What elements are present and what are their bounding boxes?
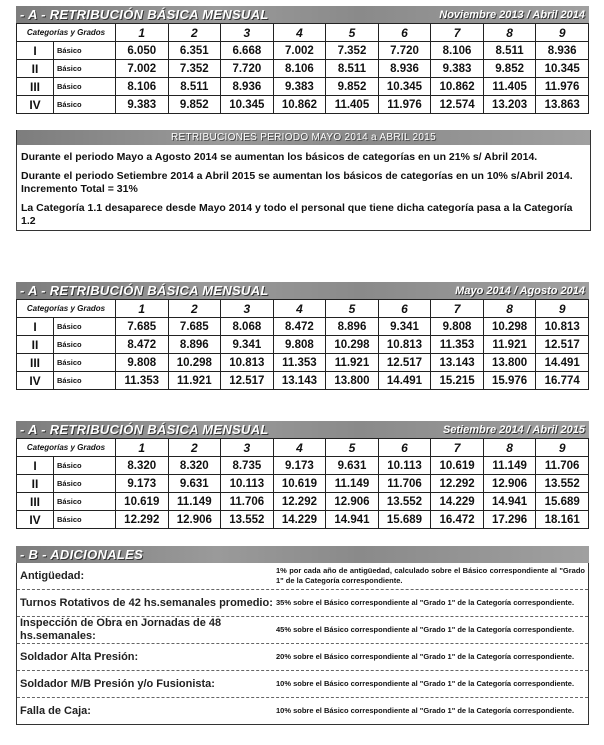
basico-label: Básico [54,354,116,372]
salary-cell: 12.574 [431,96,484,114]
salary-cell: 12.906 [326,493,379,511]
salary-cell: 11.149 [483,457,536,475]
adicional-desc: 20% sobre el Básico correspondiente al "Grado 1" de la Categoría correspondiente. [276,652,575,661]
salary-cell: 12.906 [483,475,536,493]
salary-cell: 11.353 [431,336,484,354]
grade-header: 2 [168,300,221,318]
adicional-label: Inspección de Obra en Jornadas de 48 hs.semanales: [20,617,222,642]
salary-cell: 9.173 [116,475,169,493]
salary-cell: 9.808 [431,318,484,336]
table-row [17,60,589,78]
table-row [17,511,589,529]
adicional-desc: 1% por cada año de antigüedad, calculado sobre el Básico correspondiente al "Grado 1" de la Categoría correspondiente. [276,566,585,585]
salary-cell: 6.050 [116,42,169,60]
salary-cell: 10.813 [378,336,431,354]
salary-cell: 18.161 [536,511,589,529]
grade-header: 4 [273,439,326,457]
category-cell: III [17,354,54,372]
basico-label: Básico [54,493,116,511]
grade-header: 7 [431,300,484,318]
salary-cell: 8.511 [326,60,379,78]
salary-cell: 9.341 [378,318,431,336]
salary-cell: 10.345 [536,60,589,78]
salary-cell: 10.298 [483,318,536,336]
salary-cell: 8.472 [273,318,326,336]
table-period: Noviembre 2013 / Abril 2014 [439,8,585,21]
salary-table-2 [16,282,589,390]
basico-label: Básico [54,475,116,493]
grade-header: 4 [273,300,326,318]
category-cell: II [17,60,54,78]
table-row [17,78,589,96]
salary-cell: 6.668 [221,42,274,60]
basico-label: Básico [54,336,116,354]
salary-cell: 10.298 [168,354,221,372]
salary-cell: 8.896 [168,336,221,354]
salary-cell: 9.383 [431,60,484,78]
grade-header: 4 [273,24,326,42]
salary-cell: 9.852 [483,60,536,78]
salary-cell: 15.689 [536,493,589,511]
grade-header: 8 [483,439,536,457]
salary-cell: 10.113 [221,475,274,493]
grade-header: 9 [536,300,589,318]
grade-header: 5 [326,300,379,318]
category-cell: III [17,78,54,96]
category-cell: II [17,336,54,354]
salary-cell: 13.143 [273,372,326,390]
salary-cell: 14.941 [326,511,379,529]
basico-label: Básico [54,96,116,114]
salary-cell: 8.511 [168,78,221,96]
table-row [17,372,589,390]
grade-header: 1 [116,300,169,318]
paragraph: Durante el periodo Setiembre 2014 a Abril 2015 se aumentan los básicos de categorías en un 10% s/Abril 2014. Incremento Total = 31% [21,170,573,195]
salary-cell: 7.720 [221,60,274,78]
adicional-row [17,698,588,724]
salary-cell: 9.852 [168,96,221,114]
adicional-row [17,644,588,671]
adicional-desc: 45% sobre el Básico correspondiente al "Grado 1" de la Categoría correspondiente. [276,625,575,634]
salary-cell: 9.631 [326,457,379,475]
category-cell: IV [17,96,54,114]
salary-cell: 9.852 [326,78,379,96]
grade-header: 3 [221,300,274,318]
adicional-desc: 10% sobre el Básico correspondiente al "Grado 1" de la Categoría correspondiente. [276,706,575,715]
section-header [17,130,590,145]
grade-header: 6 [378,300,431,318]
table-row [17,493,589,511]
table-row [17,475,589,493]
category-cell: III [17,493,54,511]
grade-header-row [17,300,589,318]
salary-cell: 10.298 [326,336,379,354]
grade-header: 7 [431,439,484,457]
adicional-row [17,671,588,698]
salary-cell: 17.296 [483,511,536,529]
grade-header: 8 [483,24,536,42]
salary-cell: 15.689 [378,511,431,529]
grade-header: 3 [221,24,274,42]
adicional-label: Turnos Rotativos de 42 hs.semanales promedio: [20,596,273,609]
salary-cell: 13.800 [326,372,379,390]
salary-cell: 16.774 [536,372,589,390]
grade-header: 6 [378,24,431,42]
basico-label: Básico [54,42,116,60]
salary-cell: 7.685 [168,318,221,336]
adicional-label: Falla de Caja: [20,704,91,717]
table-row [17,354,589,372]
category-cell: IV [17,511,54,529]
salary-cell: 10.345 [378,78,431,96]
categories-grades-label: Categorías y Grados [17,24,116,42]
adicional-label: Antigüedad: [20,569,85,582]
adicional-row [17,563,588,590]
salary-cell: 14.491 [378,372,431,390]
salary-cell: 10.813 [221,354,274,372]
section-title: RETRIBUCIONES PERIODO MAYO 2014 a ABRIL 2015 [171,132,436,143]
salary-cell: 13.203 [483,96,536,114]
salary-cell: 13.800 [483,354,536,372]
salary-cell: 11.706 [536,457,589,475]
salary-cell: 10.619 [431,457,484,475]
salary-cell: 14.229 [431,493,484,511]
salary-cell: 13.863 [536,96,589,114]
adicional-row [17,590,588,617]
section-header [16,546,589,563]
table-period: Mayo 2014 / Agosto 2014 [455,284,585,297]
salary-cell: 11.921 [326,354,379,372]
salary-cell: 9.383 [273,78,326,96]
salary-cell: 8.936 [536,42,589,60]
salary-cell: 11.706 [378,475,431,493]
salary-cell: 11.405 [326,96,379,114]
salary-cell: 8.068 [221,318,274,336]
grade-header: 3 [221,439,274,457]
salary-cell: 11.706 [221,493,274,511]
salary-cell: 8.106 [116,78,169,96]
grade-header: 2 [168,439,221,457]
salary-cell: 7.002 [116,60,169,78]
grade-header: 2 [168,24,221,42]
salary-cell: 11.405 [483,78,536,96]
basico-label: Básico [54,457,116,475]
salary-cell: 9.383 [116,96,169,114]
table-title: - A - RETRIBUCIÓN BÁSICA MENSUAL [20,422,269,437]
salary-cell: 11.353 [116,372,169,390]
salary-cell: 8.936 [378,60,431,78]
grade-header-row [17,24,589,42]
table-row [17,318,589,336]
salary-cell: 12.292 [273,493,326,511]
salary-cell: 8.320 [116,457,169,475]
salary-cell: 9.341 [221,336,274,354]
basico-label: Básico [54,318,116,336]
grade-header: 6 [378,439,431,457]
category-cell: II [17,475,54,493]
salary-cell: 8.511 [483,42,536,60]
grade-header: 1 [116,24,169,42]
section-title: - B - ADICIONALES [20,547,144,562]
salary-cell: 7.685 [116,318,169,336]
salary-cell: 10.113 [378,457,431,475]
salary-cell: 13.552 [378,493,431,511]
salary-cell: 11.353 [273,354,326,372]
adicional-label: Soldador Alta Presión: [20,650,139,663]
basico-label: Básico [54,511,116,529]
salary-cell: 8.896 [326,318,379,336]
salary-cell: 7.352 [326,42,379,60]
salary-cell: 11.921 [483,336,536,354]
salary-cell: 12.292 [116,511,169,529]
basico-label: Básico [54,60,116,78]
grade-header: 1 [116,439,169,457]
adicional-desc: 10% sobre el Básico correspondiente al "Grado 1" de la Categoría correspondiente. [276,679,575,688]
grade-header-row [17,439,589,457]
salary-cell: 15.976 [483,372,536,390]
salary-cell: 13.552 [221,511,274,529]
salary-cell: 11.149 [326,475,379,493]
table-header-bar [16,282,589,299]
adicional-desc: 35% sobre el Básico correspondiente al "Grado 1" de la Categoría correspondiente. [276,598,575,607]
salary-table-3 [16,421,589,529]
salary-cell: 8.472 [116,336,169,354]
salary-cell: 7.002 [273,42,326,60]
salary-cell: 9.808 [116,354,169,372]
salary-cell: 10.619 [273,475,326,493]
salary-cell: 11.976 [536,78,589,96]
salary-cell: 12.517 [221,372,274,390]
grade-header: 8 [483,300,536,318]
adicional-label: Soldador M/B Presión y/o Fusionista: [20,677,215,690]
adicional-row [17,617,588,644]
grade-header: 7 [431,24,484,42]
salary-cell: 12.517 [536,336,589,354]
salary-cell: 11.921 [168,372,221,390]
salary-cell: 13.552 [536,475,589,493]
category-cell: I [17,318,54,336]
salary-cell: 10.862 [273,96,326,114]
salary-cell: 10.813 [536,318,589,336]
category-cell: I [17,42,54,60]
salary-cell: 8.735 [221,457,274,475]
salary-cell: 9.631 [168,475,221,493]
salary-cell: 12.292 [431,475,484,493]
category-cell: IV [17,372,54,390]
salary-cell: 6.351 [168,42,221,60]
salary-cell: 12.906 [168,511,221,529]
salary-cell: 9.808 [273,336,326,354]
paragraph: La Categoría 1.1 desaparece desde Mayo 2014 y todo el personal que tiene dicha categoría pasa a la Categoría 1.2 [21,202,573,227]
salary-cell: 10.862 [431,78,484,96]
salary-cell: 8.106 [431,42,484,60]
table-period: Setiembre 2014 / Abril 2015 [442,423,585,436]
table-row [17,457,589,475]
grade-header: 5 [326,24,379,42]
grade-header: 9 [536,439,589,457]
salary-cell: 11.976 [378,96,431,114]
grade-header: 5 [326,439,379,457]
salary-cell: 8.106 [273,60,326,78]
categories-grades-label: Categorías y Grados [17,439,116,457]
salary-cell: 9.173 [273,457,326,475]
basico-label: Básico [54,78,116,96]
table-header-bar [16,6,589,23]
table-row [17,96,589,114]
salary-cell: 7.352 [168,60,221,78]
salary-cell: 11.149 [168,493,221,511]
salary-cell: 8.936 [221,78,274,96]
salary-cell: 12.517 [378,354,431,372]
salary-cell: 10.619 [116,493,169,511]
salary-cell: 10.345 [221,96,274,114]
basico-label: Básico [54,372,116,390]
salary-table-1 [16,6,589,114]
retribuciones-section [16,130,591,231]
paragraph: Durante el periodo Mayo a Agosto 2014 se aumentan los básicos de categorías en un 21% s/ Abril 2014. [21,151,538,163]
salary-cell: 14.229 [273,511,326,529]
grade-header: 9 [536,24,589,42]
salary-cell: 7.720 [378,42,431,60]
categories-grades-label: Categorías y Grados [17,300,116,318]
salary-cell: 8.320 [168,457,221,475]
salary-cell: 14.491 [536,354,589,372]
salary-cell: 14.941 [483,493,536,511]
table-title: - A - RETRIBUCIÓN BÁSICA MENSUAL [20,283,269,298]
category-cell: I [17,457,54,475]
salary-cell: 16.472 [431,511,484,529]
table-title: - A - RETRIBUCIÓN BÁSICA MENSUAL [20,7,269,22]
table-row [17,336,589,354]
table-row [17,42,589,60]
salary-cell: 13.143 [431,354,484,372]
table-header-bar [16,421,589,438]
salary-cell: 15.215 [431,372,484,390]
adicionales-section [16,546,589,725]
